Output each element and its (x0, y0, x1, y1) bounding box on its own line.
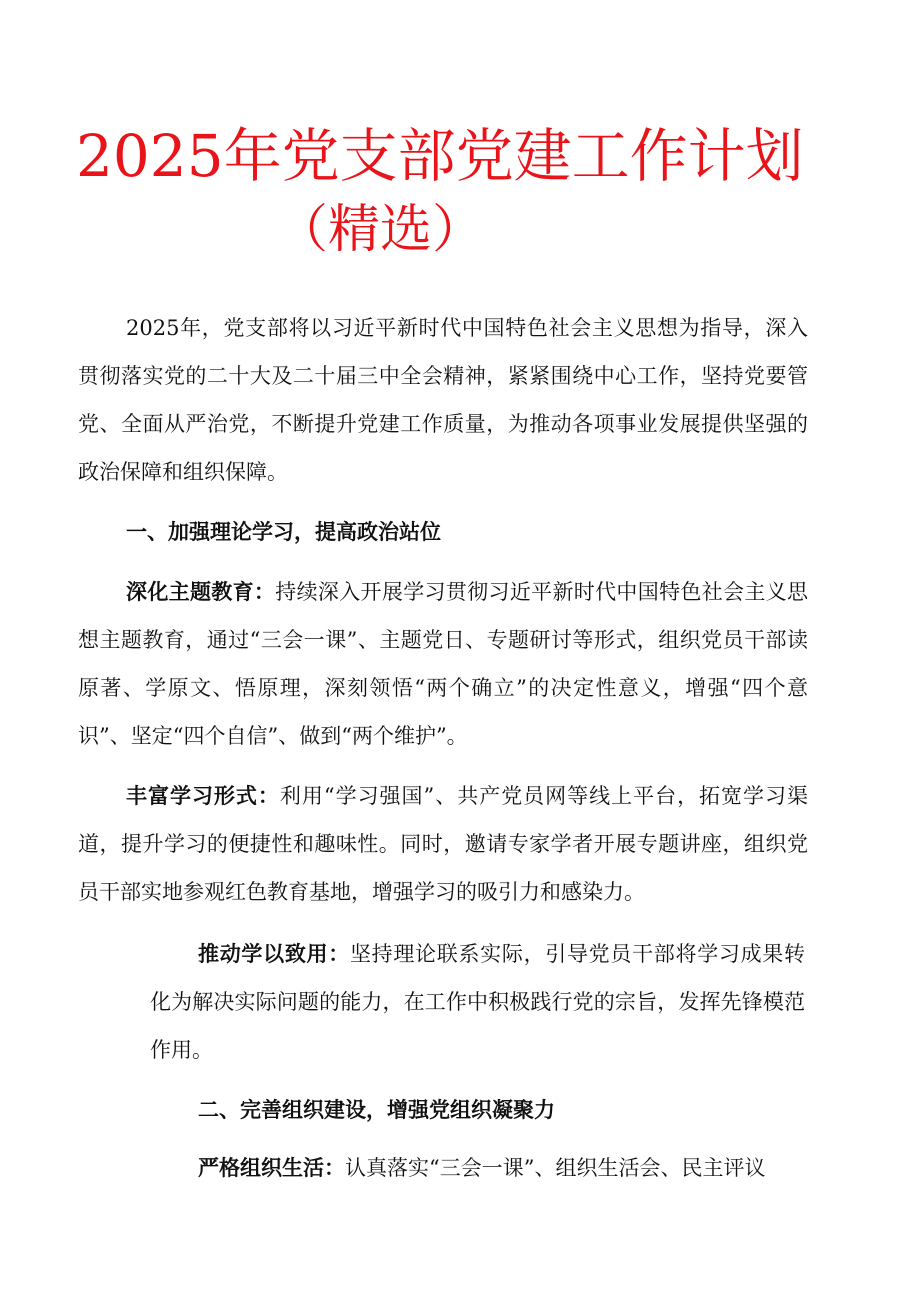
section1-item-1 (78, 568, 808, 760)
item-text: 利用“学习强国”、共产党员网等线上平台，拓宽学习渠道，提升学习的便捷性和趣味性。同时，邀请专家学者开展专题讲座，组织党员干部实地参观红色教育基地，增强学习的吸引力和感染力。 (78, 784, 808, 904)
section1-item-3 (150, 930, 805, 1074)
item-text: 认真落实“三会一课”、组织生活会、民主评议 (345, 1156, 766, 1180)
item-lead: 深化主题教育： (126, 579, 276, 604)
section2-heading: 二、完善组织建设，增强党组织凝聚力 (198, 1097, 555, 1122)
item-lead: 严格组织生活： (198, 1155, 345, 1180)
item-lead: 丰富学习形式： (126, 783, 280, 808)
section2-item-1 (150, 1144, 805, 1192)
item-text: 坚持理论联系实际，引导党员干部将学习成果转化为解决实际问题的能力，在工作中积极践行党的宗旨，发挥先锋模范作用。 (150, 942, 806, 1062)
item-lead: 推动学以致用： (198, 941, 350, 966)
intro-paragraph: 2025年，党支部将以习近平新时代中国特色社会主义思想为指导，深入贯彻落实党的二十大及二十届三中全会精神，紧紧围绕中心工作，坚持党要管党、全面从严治党，不断提升党建工作质量，为推动各项事业发展提供坚强的政治保障和组织保障。 (78, 316, 808, 484)
document-subtitle: （精选） (276, 200, 485, 260)
item-text: 持续深入开展学习贯彻习近平新时代中国特色社会主义思想主题教育，通过“三会一课”、主题党日、专题研讨等形式，组织党员干部读原著、学原文、悟原理，深刻领悟“两个确立”的决定性意义，增强“四个意识”、坚定“四个自信”、做到“两个维护”。 (78, 580, 809, 748)
section1-item-2 (78, 772, 808, 916)
section1-heading: 一、加强理论学习，提高政治站位 (126, 519, 441, 544)
document-title: 2025年党支部党建工作计划 (76, 122, 804, 190)
